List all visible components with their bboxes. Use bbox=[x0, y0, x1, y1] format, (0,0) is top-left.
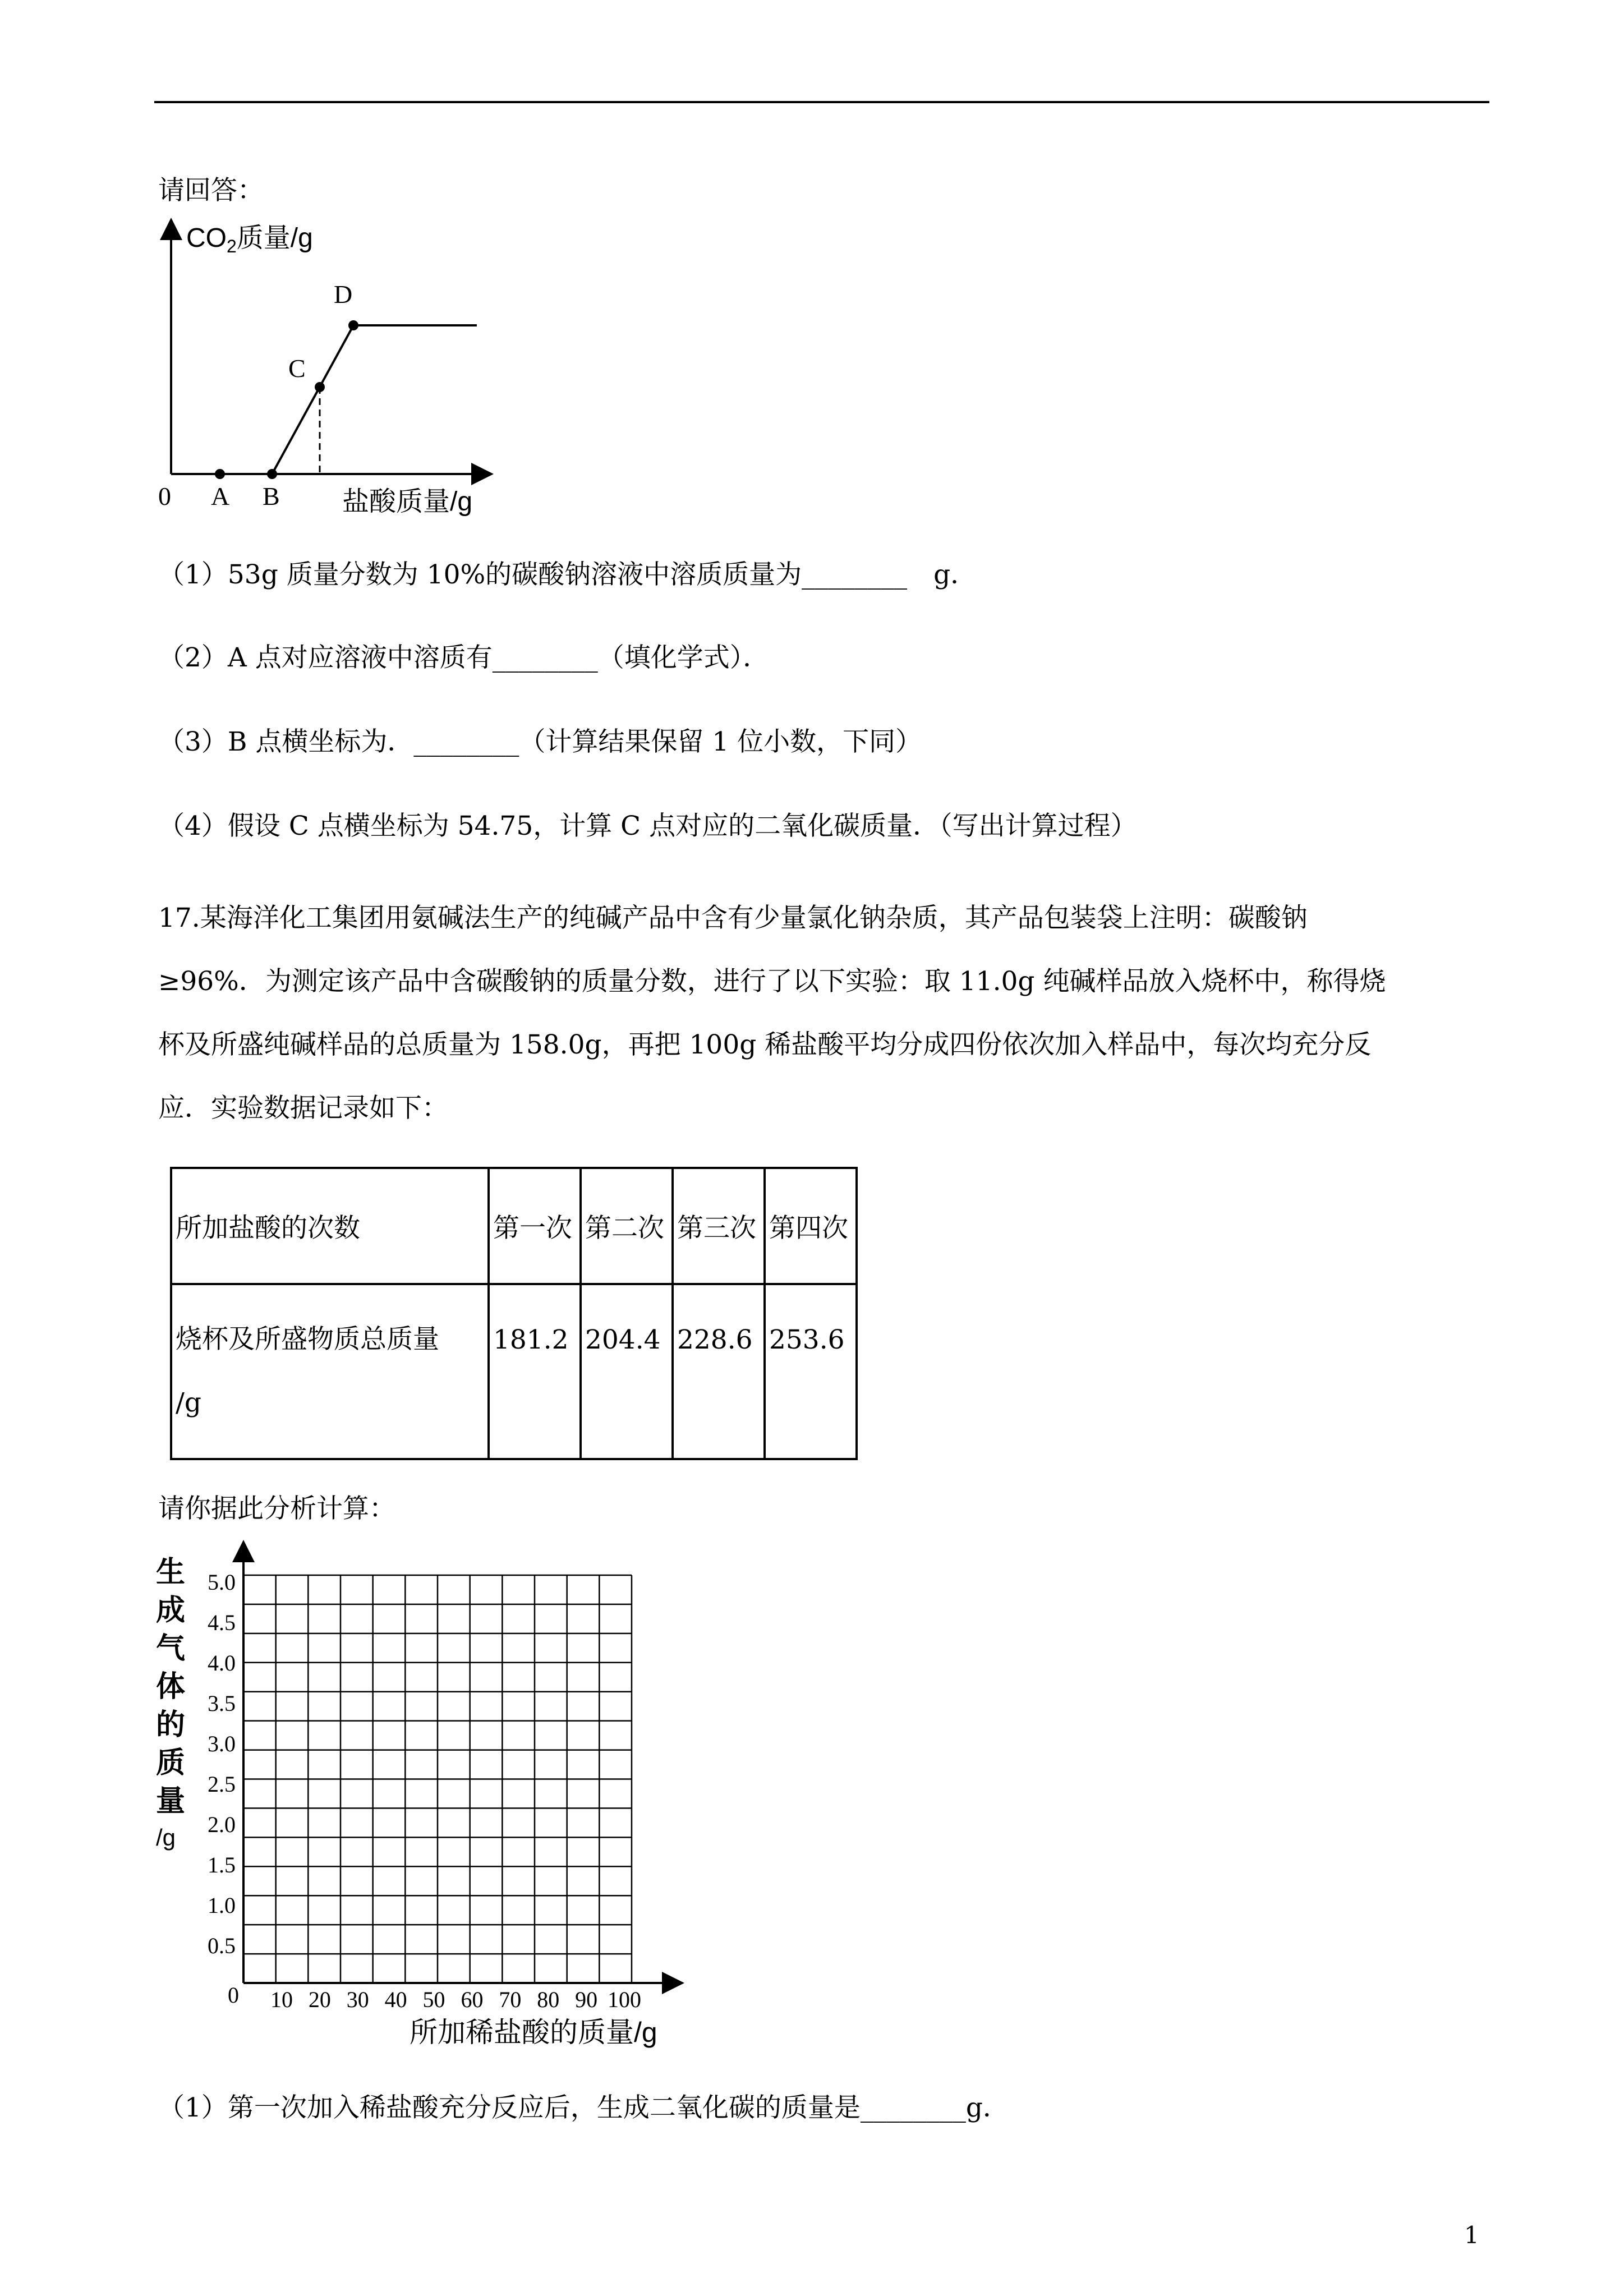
page-number: 1 bbox=[1464, 2221, 1479, 2249]
x-tick-label: 50 bbox=[422, 1987, 445, 2012]
point-a-label: A bbox=[211, 482, 230, 510]
grid-lines bbox=[243, 1575, 632, 1983]
question16-3: （3）B 点横坐标为．________（计算结果保留 1 位小数，下同） bbox=[158, 726, 922, 757]
y-tick-label: 2.5 bbox=[208, 1772, 236, 1797]
y-tick-label: 4.5 bbox=[208, 1610, 236, 1635]
analysis-prompt: 请你据此分析计算： bbox=[158, 1493, 395, 1524]
y-label-char: 体 bbox=[156, 1671, 186, 1703]
co2-graph bbox=[151, 219, 499, 533]
table-cell: 253.6 bbox=[765, 1284, 857, 1459]
y-tick-label: 1.0 bbox=[208, 1893, 236, 1918]
x-tick-label: 80 bbox=[537, 1987, 560, 2012]
co2-y-label-sub: 2 bbox=[227, 236, 237, 256]
table-row-label-line1: 烧杯及所盛物质总质量 bbox=[176, 1324, 439, 1355]
y-tick-label: 4.0 bbox=[208, 1650, 236, 1676]
x-tick-label: 70 bbox=[499, 1987, 522, 2012]
problem17-text bbox=[158, 886, 1488, 1140]
question16-1: （1）53g 质量分数为 10%的碳酸钠溶液中溶质质量为________ g． bbox=[158, 559, 977, 590]
y-label-char: 的 bbox=[156, 1709, 186, 1741]
x-tick-label: 40 bbox=[384, 1987, 407, 2012]
y-tick-label: 3.0 bbox=[208, 1731, 236, 1756]
point-d-label: D bbox=[334, 280, 353, 309]
table-header-row bbox=[171, 1168, 857, 1284]
co2-y-label-suffix: 质量/g bbox=[236, 223, 313, 253]
co2-origin-label: 0 bbox=[158, 482, 171, 510]
table-column-header: 第四次 bbox=[765, 1168, 857, 1284]
gas-mass-grid-graph bbox=[151, 1537, 712, 2064]
co2-x-label: 盐酸质量/g bbox=[342, 487, 473, 517]
table-row-label-line2: /g bbox=[176, 1387, 201, 1418]
x-tick-label: 30 bbox=[346, 1987, 369, 2012]
gas-x-ticks bbox=[270, 1987, 641, 2012]
gas-y-ticks bbox=[208, 1570, 236, 1958]
svg-text:CO2质量/g bbox=[186, 223, 313, 256]
y-tick-label: 3.5 bbox=[208, 1691, 236, 1716]
table-cell: 181.2 bbox=[489, 1284, 581, 1459]
y-label-char: 质 bbox=[156, 1747, 186, 1779]
y-label-char: 气 bbox=[156, 1632, 186, 1665]
co2-y-label-prefix: CO bbox=[186, 223, 227, 253]
gas-origin-label: 0 bbox=[228, 1982, 239, 2008]
table-column-header: 第二次 bbox=[581, 1168, 673, 1284]
point-c-label: C bbox=[288, 354, 306, 383]
table-row-label bbox=[171, 1284, 489, 1459]
y-tick-label: 5.0 bbox=[208, 1570, 236, 1595]
problem17-line: 应．实验数据记录如下： bbox=[158, 1093, 448, 1124]
x-tick-label: 100 bbox=[608, 1987, 641, 2012]
y-tick-label: 0.5 bbox=[208, 1933, 236, 1958]
table-cell: 228.6 bbox=[673, 1284, 765, 1459]
header-rule bbox=[154, 101, 1489, 103]
co2-curve bbox=[272, 325, 477, 474]
point-b bbox=[267, 469, 277, 479]
table-column-header: 第一次 bbox=[489, 1168, 581, 1284]
y-tick-label: 2.0 bbox=[208, 1812, 236, 1837]
point-c bbox=[315, 382, 325, 392]
y-label-char: 量 bbox=[156, 1785, 186, 1818]
point-b-label: B bbox=[263, 482, 280, 510]
y-label-char: 生 bbox=[156, 1556, 186, 1589]
table-row bbox=[171, 1284, 857, 1459]
point-a bbox=[215, 469, 225, 479]
question16-4: （4）假设 C 点横坐标为 54.75，计算 C 点对应的二氧化碳质量．（写出计算过程） bbox=[158, 811, 1137, 841]
y-label-char: /g bbox=[156, 1824, 176, 1851]
question17-1: （1）第一次加入稀盐酸充分反应后，生成二氧化碳的质量是________g． bbox=[158, 2092, 1009, 2123]
y-tick-label: 1.5 bbox=[208, 1852, 236, 1878]
x-tick-label: 90 bbox=[575, 1987, 598, 2012]
problem17-line: 杯及所盛纯碱样品的总质量为 158.0g，再把 100g 稀盐酸平均分成四份依次加入样品中，每次均充分反 bbox=[158, 1029, 1372, 1060]
x-tick-label: 10 bbox=[270, 1987, 293, 2012]
intro-text: 请回答： bbox=[158, 175, 264, 206]
problem17-line: ≥96%．为测定该产品中含碳酸钠的质量分数，进行了以下实验：取 11.0g 纯碱样品放入烧杯中，称得烧 bbox=[158, 966, 1386, 997]
table-cell: 204.4 bbox=[581, 1284, 673, 1459]
table-header-label: 所加盐酸的次数 bbox=[171, 1168, 489, 1284]
gas-x-label: 所加稀盐酸的质量/g bbox=[410, 2017, 657, 2048]
x-tick-label: 20 bbox=[308, 1987, 331, 2012]
x-tick-label: 60 bbox=[461, 1987, 484, 2012]
table-column-header: 第三次 bbox=[673, 1168, 765, 1284]
problem17-line: 17.某海洋化工集团用氨碱法生产的纯碱产品中含有少量氯化钠杂质，其产品包装袋上注明：碳酸钠 bbox=[158, 903, 1308, 933]
y-label-char: 成 bbox=[156, 1594, 186, 1627]
point-d bbox=[348, 320, 358, 330]
question16-2: （2）A 点对应溶液中溶质有________（填化学式）． bbox=[158, 642, 770, 673]
experiment-data-table bbox=[170, 1167, 858, 1460]
gas-y-label bbox=[156, 1556, 185, 1851]
